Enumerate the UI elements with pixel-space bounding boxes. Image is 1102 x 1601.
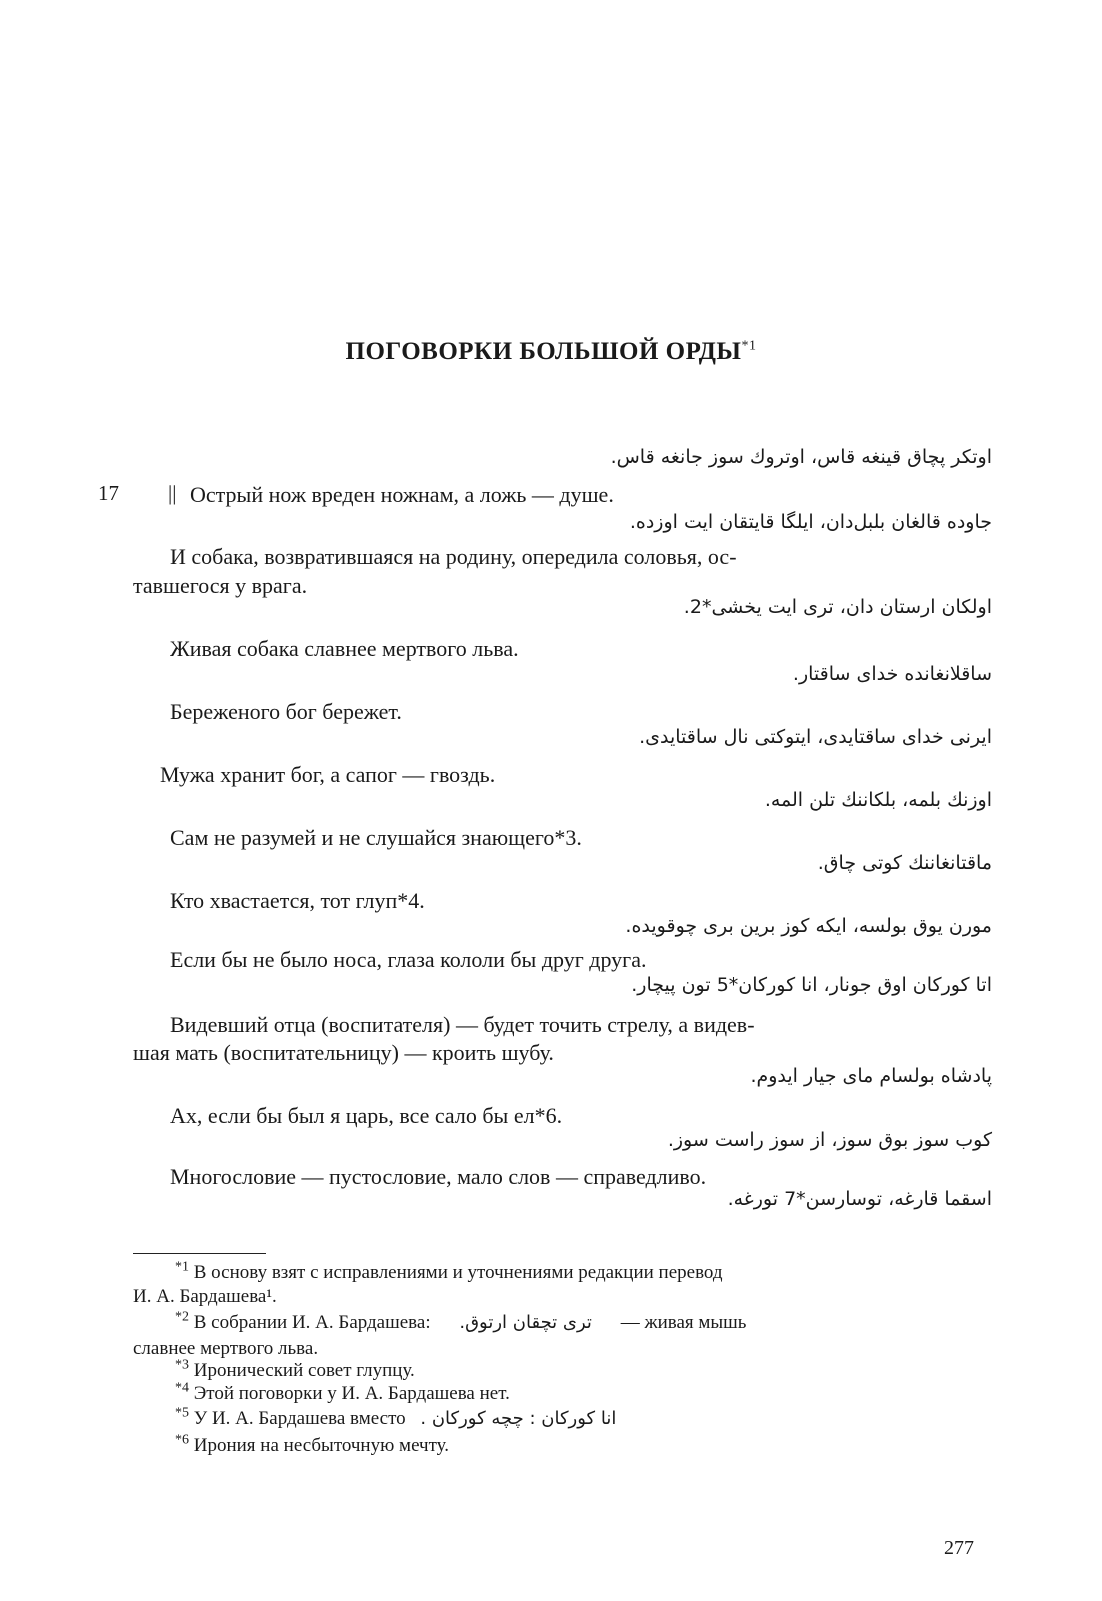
proverb-russian: Если бы не было носа, глаза кололи бы друг друга. <box>170 947 647 972</box>
proverb-arabic: کوب سوز بوق سوز، از سوز راست سوز. <box>667 1129 992 1151</box>
footnote-mark: *2 <box>175 1309 189 1325</box>
proverb-arabic: اوتکر پچاق قینغه قاس، اوتروك سوز جانغه قاس. <box>610 446 992 468</box>
proverb-russian: Живая собака славнее мертвого льва. <box>170 636 519 661</box>
proverb-arabic: ساقلانغانده خدای ساقتار. <box>792 663 992 685</box>
footnote-text: — живая мышь <box>620 1312 747 1333</box>
footnote-mark: *6 <box>175 1432 189 1448</box>
footnote-mark: *1 <box>175 1259 189 1275</box>
margin-bar: || <box>168 481 177 505</box>
proverb-russian-continuation: тавшегося у врага. <box>133 573 308 598</box>
footnote-1 <box>175 1259 1025 1284</box>
footnote-arabic: انا کورکان : چچه کورکان . <box>420 1408 617 1429</box>
proverb-russian: Острый нож вреден ножнам, а ложь — душе. <box>190 482 614 507</box>
footnote-text: славнее мертвого льва. <box>133 1338 319 1359</box>
proverb-arabic: اوزنك بلمه، بلکاننك تلن المه. <box>764 789 992 811</box>
proverb-arabic: ایرنی خدای ساقتایدی، ایتوکتی نال ساقتایدی. <box>639 726 992 748</box>
footnote-separator <box>133 1253 266 1254</box>
proverb-arabic: مورن یوق بولسه، ایکه کوز برین بری چوقویده. <box>625 915 992 937</box>
proverb-arabic: ماقتانغاننك کوتی چاق. <box>817 852 992 874</box>
footnote-2-continuation <box>133 1338 983 1360</box>
title-text: ПОГОВОРКИ БОЛЬШОЙ ОРДЫ <box>345 338 742 365</box>
proverb-russian-continuation: шая мать (воспитательницу) — кроить шубу. <box>133 1040 554 1065</box>
footnote-text: У И. А. Бардашева вместо <box>193 1408 406 1429</box>
proverb-russian: Сам не разумей и не слушайся знающего*3. <box>170 825 582 850</box>
proverb-russian: Многословие — пустословие, мало слов — справедливо. <box>170 1164 707 1189</box>
proverb-russian: Ах, если бы был я царь, все сало бы ел*6. <box>170 1103 563 1128</box>
footnote-text: В собрании И. А. Бардашева: <box>193 1312 431 1333</box>
proverb-arabic: اتا کورکان اوق جونار، انا کورکان*5 تون پیچار. <box>631 974 992 996</box>
footnote-arabic: تری تچقان ارتوق. <box>459 1312 592 1333</box>
proverb-russian: Береженого бог бережет. <box>170 699 402 724</box>
page-title <box>0 338 1102 366</box>
footnote-text: Ирония на несбыточную мечту. <box>193 1435 449 1456</box>
footnote-6 <box>175 1432 1025 1457</box>
proverb-arabic: پادشاه بولسام مای جیار ایدوم. <box>750 1065 992 1087</box>
proverb-arabic: جاوده قالغان بلبل‌دان، ایلگا قایتقان ایت اوزده. <box>629 511 992 533</box>
proverb-russian: И собака, возвратившаяся на родину, опередила соловья, ос- <box>170 544 737 569</box>
footnote-4 <box>175 1380 1025 1405</box>
footnote-3 <box>175 1357 1025 1382</box>
footnote-text: И. А. Бардашева¹. <box>133 1286 277 1307</box>
proverb-russian: Видевший отца (воспитателя) — будет точить стрелу, а видев- <box>170 1012 755 1037</box>
footnote-5 <box>175 1405 1025 1430</box>
footnote-text: Этой поговорки у И. А. Бардашева нет. <box>193 1383 510 1404</box>
proverb-arabic: اولکان ارستان دان، تری ایت یخشی*2. <box>683 596 992 618</box>
title-footnote-mark: *1 <box>741 338 757 354</box>
proverb-russian: Кто хвастается, тот глуп*4. <box>170 888 425 913</box>
proverb-arabic: اسقما قارغه، توسارسن*7 تورغه. <box>727 1188 992 1210</box>
footnote-text: В основу взят с исправлениями и уточнениями редакции перевод <box>193 1262 723 1283</box>
footnote-2 <box>175 1309 975 1334</box>
proverb-russian: Мужа хранит бог, а сапог — гвоздь. <box>160 762 496 787</box>
footnote-mark: *5 <box>175 1405 189 1421</box>
page-number: 277 <box>944 1537 974 1559</box>
footnote-1-continuation <box>133 1286 983 1308</box>
footnote-mark: *4 <box>175 1380 189 1396</box>
margin-page-number: 17 <box>98 481 119 505</box>
footnote-text: Иронический совет глупцу. <box>193 1360 415 1381</box>
footnote-mark: *3 <box>175 1357 189 1373</box>
